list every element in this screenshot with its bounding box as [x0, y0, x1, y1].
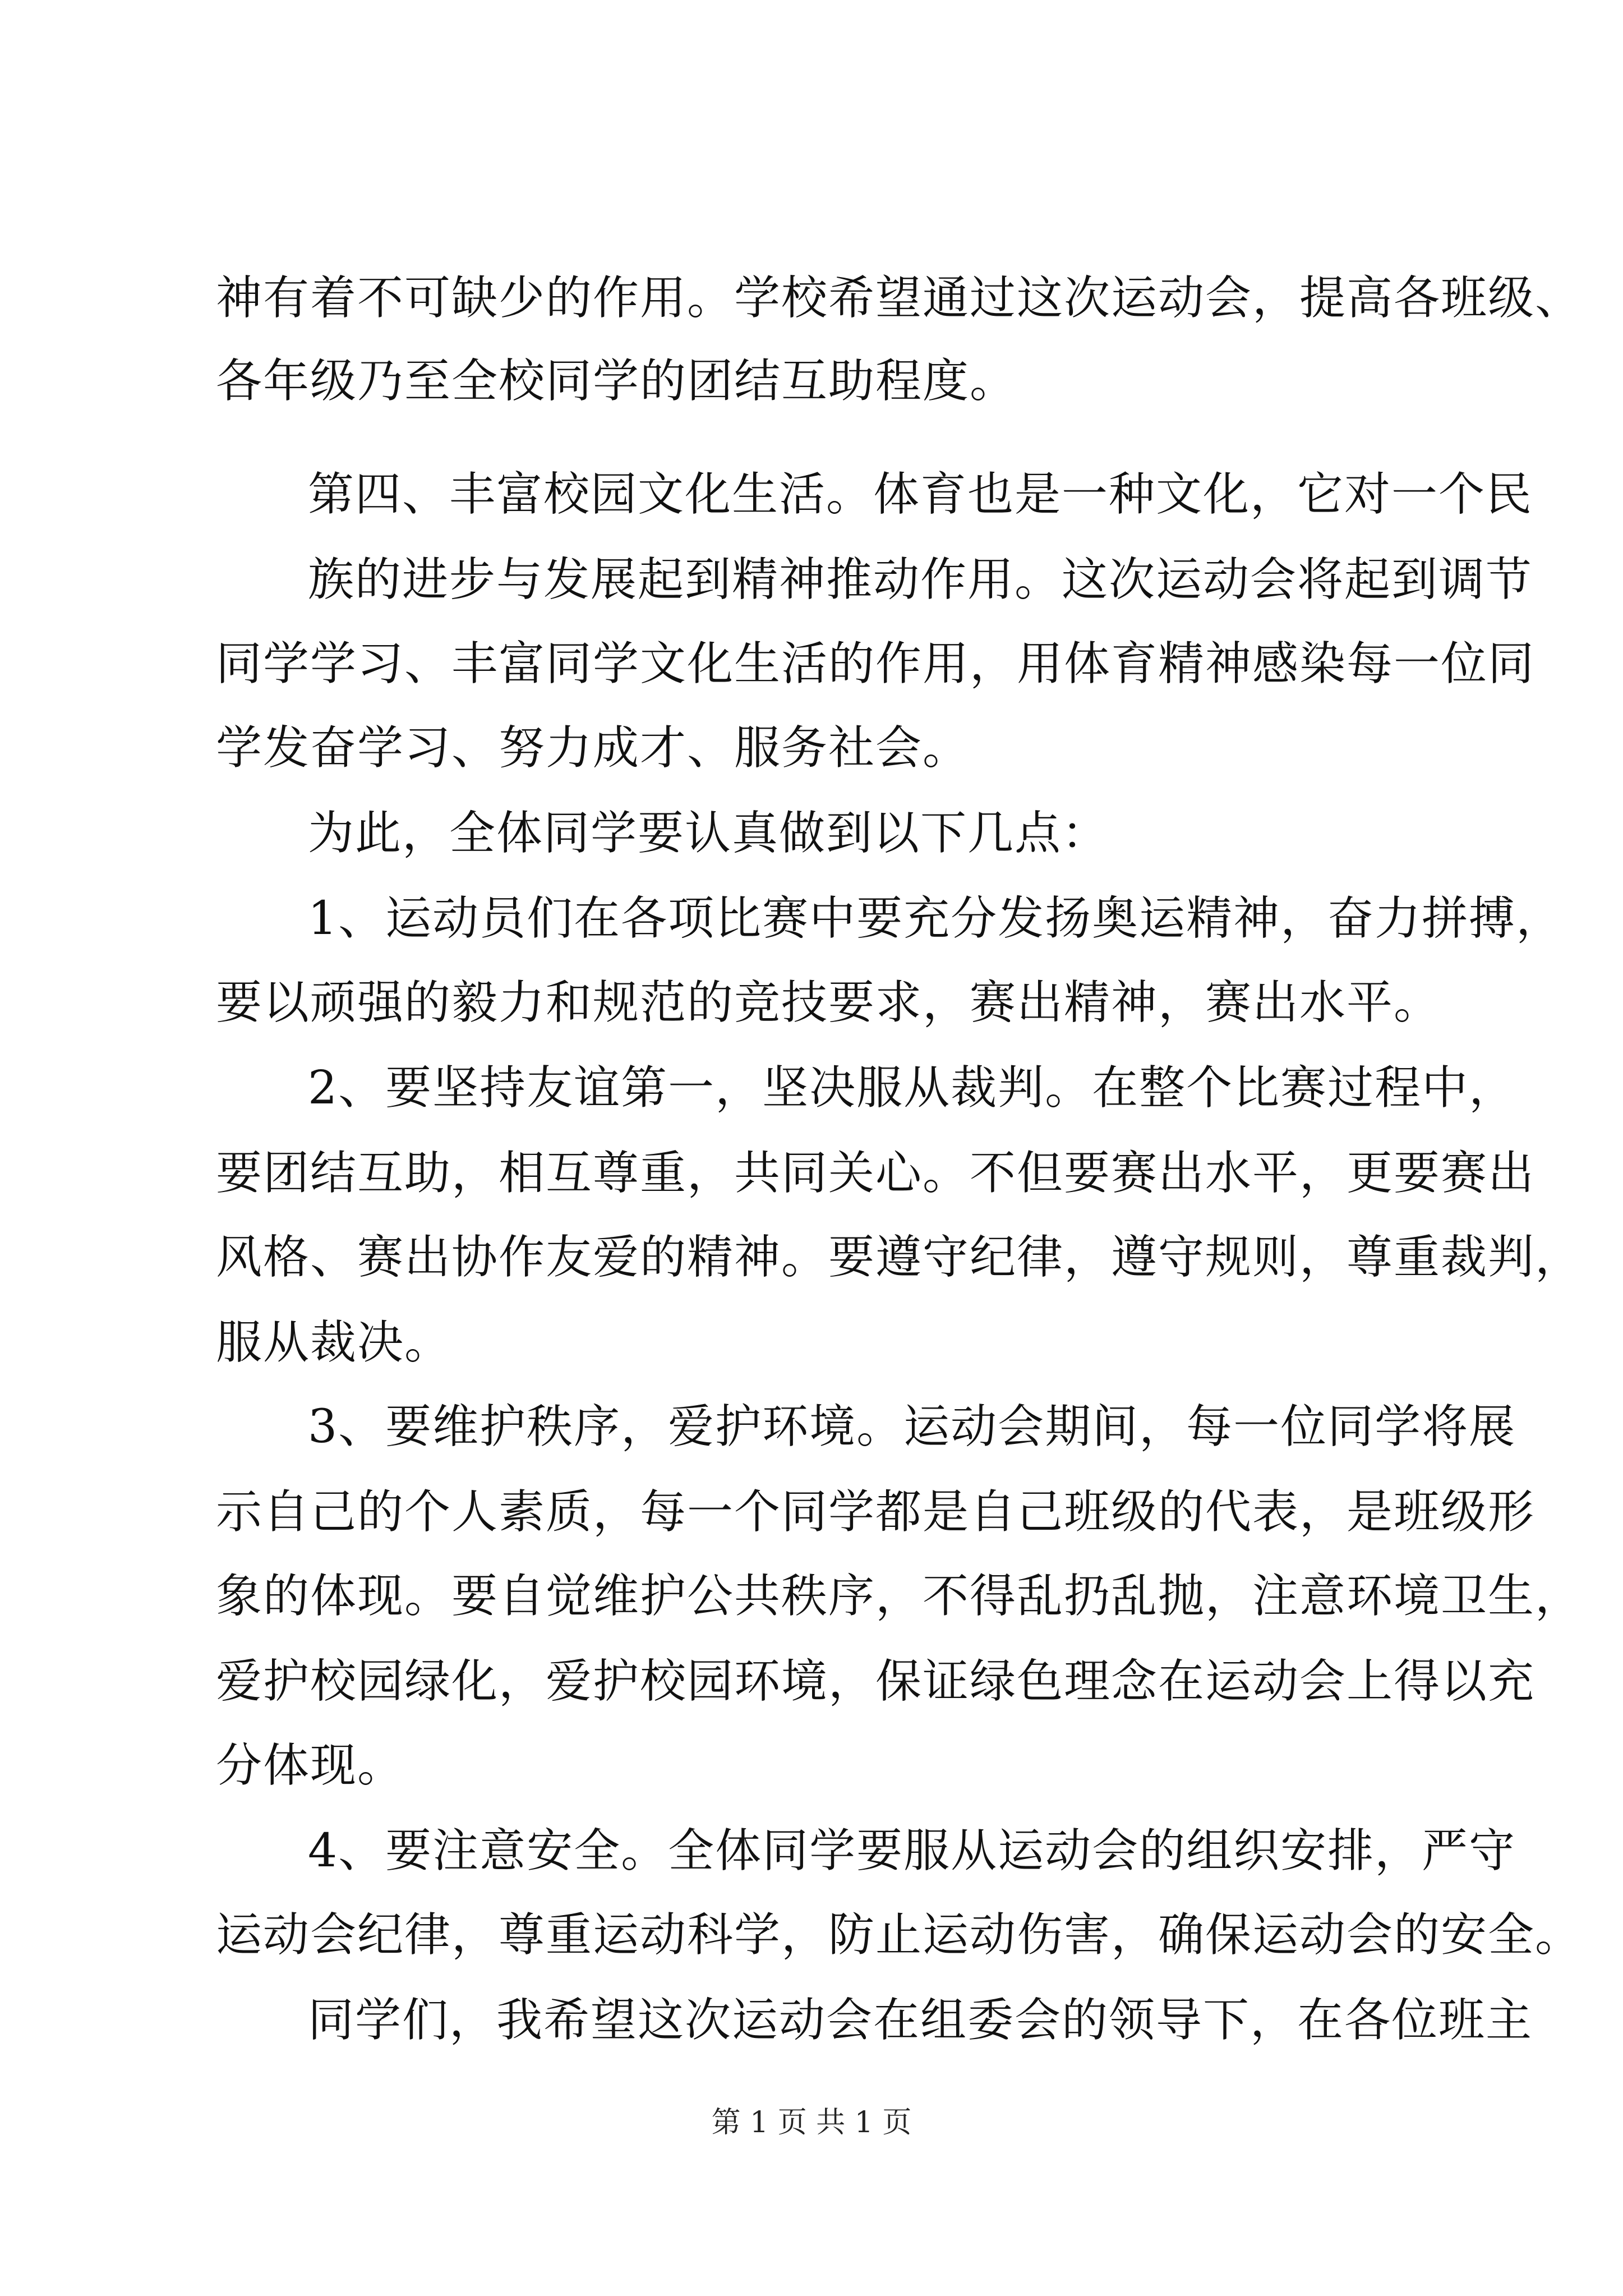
- text-line: 要团结互助，相互尊重，共同关心。不但要赛出水平，更要赛出: [216, 1147, 1536, 1200]
- text-line: 族的进步与发展起到精神推动作用。这次运动会将起到调节: [308, 553, 1533, 606]
- text-line: 示自己的个人素质，每一个同学都是自己班级的代表，是班级形: [216, 1485, 1536, 1539]
- text-line: 第四、丰富校园文化生活。体育也是一种文化，它对一个民: [308, 468, 1533, 521]
- text-line: 爱护校园绿化，爱护校园环境，保证绿色理念在运动会上得以充: [216, 1655, 1536, 1708]
- text-line: 象的体现。要自觉维护公共秩序，不得乱扔乱抛，注意环境卫生，: [216, 1570, 1583, 1623]
- text-line: 分体现。: [216, 1739, 405, 1792]
- text-line: 运动会纪律，尊重运动科学，防止运动伤害，确保运动会的安全。: [216, 1908, 1583, 1962]
- text-line: 服从裁决。: [216, 1316, 452, 1369]
- text-line: 神有着不可缺少的作用。学校希望通过这次运动会，提高各班级、: [216, 272, 1583, 325]
- text-line: 3、要维护秩序，爱护环境。运动会期间，每一位同学将展: [308, 1400, 1516, 1453]
- text-line: 同学学习、丰富同学文化生活的作用，用体育精神感染每一位同: [216, 637, 1536, 691]
- page-number-footer: 第 1 页 共 1 页: [711, 2106, 912, 2139]
- text-line: 2、要坚持友谊第一，坚决服从裁判。在整个比赛过程中，: [308, 1061, 1516, 1115]
- text-line: 风格、赛出协作友爱的精神。要遵守纪律，遵守规则，尊重裁判，: [216, 1231, 1583, 1284]
- text-line: 要以顽强的毅力和规范的竞技要求，赛出精神，赛出水平。: [216, 976, 1441, 1029]
- text-line: 同学们，我希望这次运动会在组委会的领导下，在各位班主: [308, 1994, 1533, 2047]
- text-line: 各年级乃至全校同学的团结互助程度。: [216, 355, 1017, 408]
- text-line: 学发奋学习、努力成才、服务社会。: [216, 721, 970, 775]
- text-line: 1、运动员们在各项比赛中要充分发扬奥运精神，奋力拼搏，: [308, 892, 1564, 945]
- text-line: 4、要注意安全。全体同学要服从运动会的组织安排，严守: [308, 1824, 1516, 1878]
- text-line: 为此，全体同学要认真做到以下几点：: [308, 807, 1109, 860]
